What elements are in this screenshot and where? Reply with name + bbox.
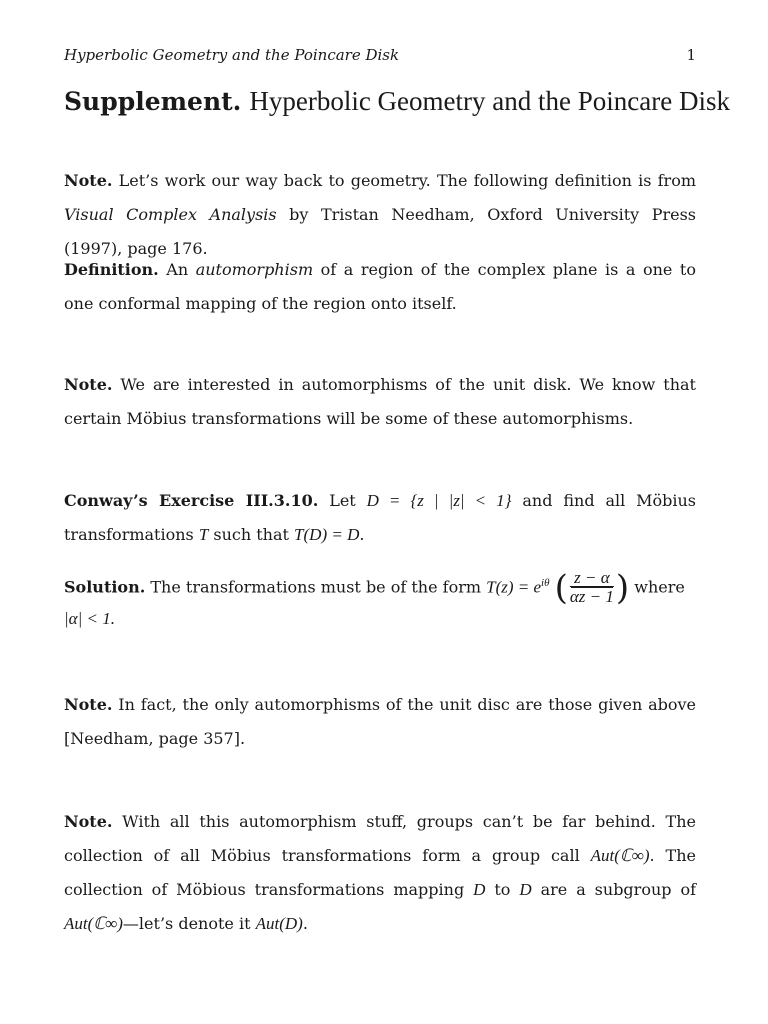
exercise-text: such that — [208, 525, 295, 544]
note-paragraph-4 — [64, 805, 696, 941]
note-text: We are interested in automorphisms of the unit disk. We know that certain Möbius transformations will be some of these automorphisms. — [64, 375, 696, 428]
note-text: Let’s work our way back to geometry. The following definition is from — [118, 171, 696, 190]
exercise-text: Let — [329, 491, 367, 510]
section-title — [64, 86, 730, 117]
note-label: Note. — [64, 171, 113, 190]
note-text: . The collection of Möbious transformations mapping — [64, 846, 696, 899]
condition: T(D) = D — [294, 525, 360, 544]
solution-text: where — [634, 577, 685, 597]
solution-line — [64, 566, 696, 606]
note-paragraph-2 — [64, 368, 696, 436]
set-definition: D = {z | |z| < 1} — [366, 491, 512, 510]
note-text: to — [485, 880, 520, 899]
solution-text: The transformations must be of the form — [150, 577, 487, 597]
running-header — [64, 46, 696, 66]
fraction-denominator: αz − 1 — [569, 587, 614, 607]
exercise-label: Conway’s Exercise III.3.10. — [64, 491, 319, 510]
disk-d: D — [519, 880, 532, 899]
exercise-text: . — [359, 525, 365, 544]
note-text: . — [302, 914, 308, 933]
note-label: Note. — [64, 695, 113, 714]
fraction-numerator: z − α — [571, 569, 613, 588]
note-text: are a subgroup of — [531, 880, 697, 899]
left-paren: ( — [554, 567, 568, 608]
note-paragraph-3 — [64, 688, 696, 756]
formula-exponent: iθ — [541, 577, 550, 589]
aut-c-infinity: Aut(ℂ∞) — [64, 914, 123, 933]
note-text: by Tristan Needham, Oxford University Press (1997), page 176. — [64, 205, 696, 258]
definition-paragraph — [64, 253, 696, 321]
formula-fraction — [570, 569, 614, 606]
title-text: Hyperbolic Geometry and the Poincare Disk — [249, 86, 730, 116]
disk-d: D — [473, 880, 486, 899]
note-text: In fact, the only automorphisms of the unit disc are those given above [Needham, page 357]. — [64, 695, 697, 748]
page-number: 1 — [686, 46, 696, 64]
right-paren: ) — [615, 567, 630, 608]
aut-d: Aut(D) — [255, 914, 303, 933]
running-title: Hyperbolic Geometry and the Poincare Disk — [64, 46, 400, 64]
solution-paragraph — [64, 566, 696, 636]
exercise-text: and find all Möbius transformations — [64, 491, 696, 544]
definition-term: automorphism — [195, 260, 314, 279]
exercise-paragraph — [64, 484, 696, 552]
title-label: Supplement. — [64, 87, 242, 116]
note-text: With all this automorphism stuff, groups can’t be far behind. The collection of all Möbius transformations form a group call — [64, 812, 696, 865]
variable-t: T — [198, 525, 209, 544]
note-text: —let’s denote it — [122, 914, 256, 933]
note-label: Note. — [64, 375, 113, 394]
formula-lhs: T(z) = e — [486, 577, 542, 597]
aut-c-infinity: Aut(ℂ∞) — [590, 846, 650, 865]
definition-label: Definition. — [64, 260, 159, 279]
book-title: Visual Complex Analysis — [64, 205, 277, 224]
note-label: Note. — [64, 812, 113, 831]
definition-text: An — [166, 260, 196, 279]
solution-constraint: |α| < 1. — [64, 609, 115, 629]
definition-text: of a region of the complex plane is a one to one conformal mapping of the region onto itself. — [64, 260, 696, 313]
solution-label: Solution. — [64, 577, 146, 597]
note-paragraph-1 — [64, 164, 696, 266]
